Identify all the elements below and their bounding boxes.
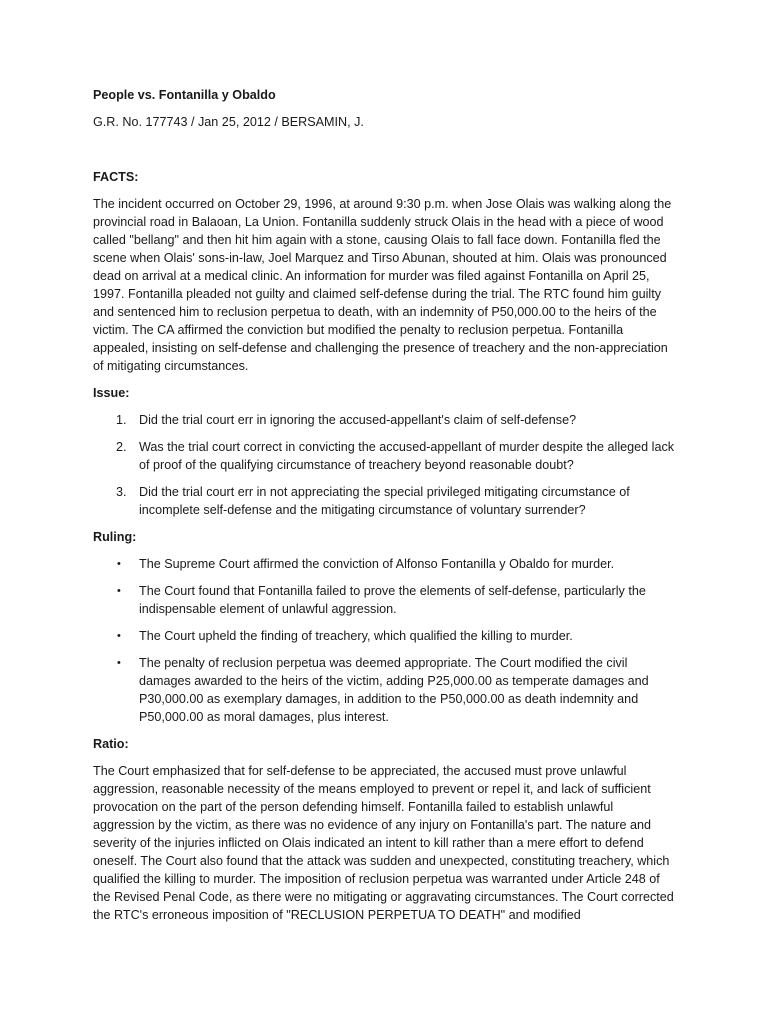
- ruling-text: The Court upheld the finding of treachery, which qualified the killing to murder.: [139, 629, 573, 643]
- bullet-icon: •: [117, 657, 121, 669]
- ruling-text: The Court found that Fontanilla failed to prove the elements of self-defense, particularly the indispensable element of unlawful aggression.: [139, 584, 646, 616]
- issue-item: [93, 411, 678, 429]
- issue-text: Did the trial court err in ignoring the accused-appellant's claim of self-defense?: [139, 413, 577, 427]
- ruling-item: [93, 654, 678, 726]
- case-citation: G.R. No. 177743 / Jan 25, 2012 / BERSAMIN, J.: [93, 115, 364, 129]
- list-number: 2.: [116, 440, 127, 454]
- issue-item: [93, 483, 678, 519]
- ruling-heading: Ruling:: [93, 530, 137, 544]
- ruling-item: [93, 582, 678, 618]
- document-title: People vs. Fontanilla y Obaldo: [93, 88, 276, 102]
- issue-text: Did the trial court err in not appreciating the special privileged mitigating circumstance of incomplete self-defense and the mitigating circumstance of voluntary surrender?: [139, 485, 630, 517]
- issue-list: [93, 411, 678, 519]
- list-number: 3.: [116, 485, 127, 499]
- bullet-icon: •: [117, 585, 121, 597]
- ruling-text: The penalty of reclusion perpetua was deemed appropriate. The Court modified the civil damages awarded to the heirs of the victim, adding P25,000.00 as temperate damages and P30,000.00 as exemplary damages, in addition to the P50,000.00 as death indemnity and P50,000.00 as moral damages, plus interest.: [139, 656, 649, 724]
- facts-heading: FACTS:: [93, 170, 139, 184]
- document-page: [93, 86, 678, 924]
- ruling-item: [93, 555, 678, 573]
- ruling-item: [93, 627, 678, 645]
- issue-item: [93, 438, 678, 474]
- ruling-list: [93, 555, 678, 726]
- bullet-icon: •: [117, 630, 121, 642]
- issue-heading: Issue:: [93, 386, 130, 400]
- ratio-paragraph: The Court emphasized that for self-defense to be appreciated, the accused must prove unlawful aggression, reasonable necessity of the means employed to prevent or repel it, and lack of sufficient provocation on the part of the person defending himself. Fontanilla failed to establish unlawful aggression by the victim, as there was no evidence of any injury on Fontanilla's part. The nature and severity of the injuries inflicted on Olais indicated an intent to kill rather than a mere effort to defend oneself. The Court also found that the attack was sudden and unexpected, constituting treachery, which qualified the killing to murder. The imposition of reclusion perpetua was warranted under Article 248 of the Revised Penal Code, as there were no mitigating or aggravating circumstances. The Court corrected the RTC's erroneous imposition of "RECLUSION PERPETUA TO DEATH" and modified: [93, 764, 674, 922]
- issue-text: Was the trial court correct in convicting the accused-appellant of murder despite the alleged lack of proof of the qualifying circumstance of treachery beyond reasonable doubt?: [139, 440, 675, 472]
- ratio-heading: Ratio:: [93, 737, 129, 751]
- facts-paragraph: The incident occurred on October 29, 1996, at around 9:30 p.m. when Jose Olais was walking along the provincial road in Balaoan, La Union. Fontanilla suddenly struck Olais in the head with a piece of wood called "bellang" and then hit him again with a stone, causing Olais to fall face down. Fontanilla fled the scene when Olais' sons-in-law, Joel Marquez and Tirso Abunan, shouted at him. Olais was pronounced dead on arrival at a medical clinic. An information for murder was filed against Fontanilla on April 25, 1997. Fontanilla pleaded not guilty and claimed self-defense during the trial. The RTC found him guilty and sentenced him to reclusion perpetua to death, with an indemnity of P50,000.00 to the heirs of the victim. The CA affirmed the conviction but modified the penalty to reclusion perpetua. Fontanilla appealed, insisting on self-defense and challenging the presence of treachery and the non-appreciation of mitigating circumstances.: [93, 197, 672, 373]
- list-number: 1.: [116, 413, 127, 427]
- ruling-text: The Supreme Court affirmed the conviction of Alfonso Fontanilla y Obaldo for murder.: [139, 557, 615, 571]
- bullet-icon: •: [117, 558, 121, 570]
